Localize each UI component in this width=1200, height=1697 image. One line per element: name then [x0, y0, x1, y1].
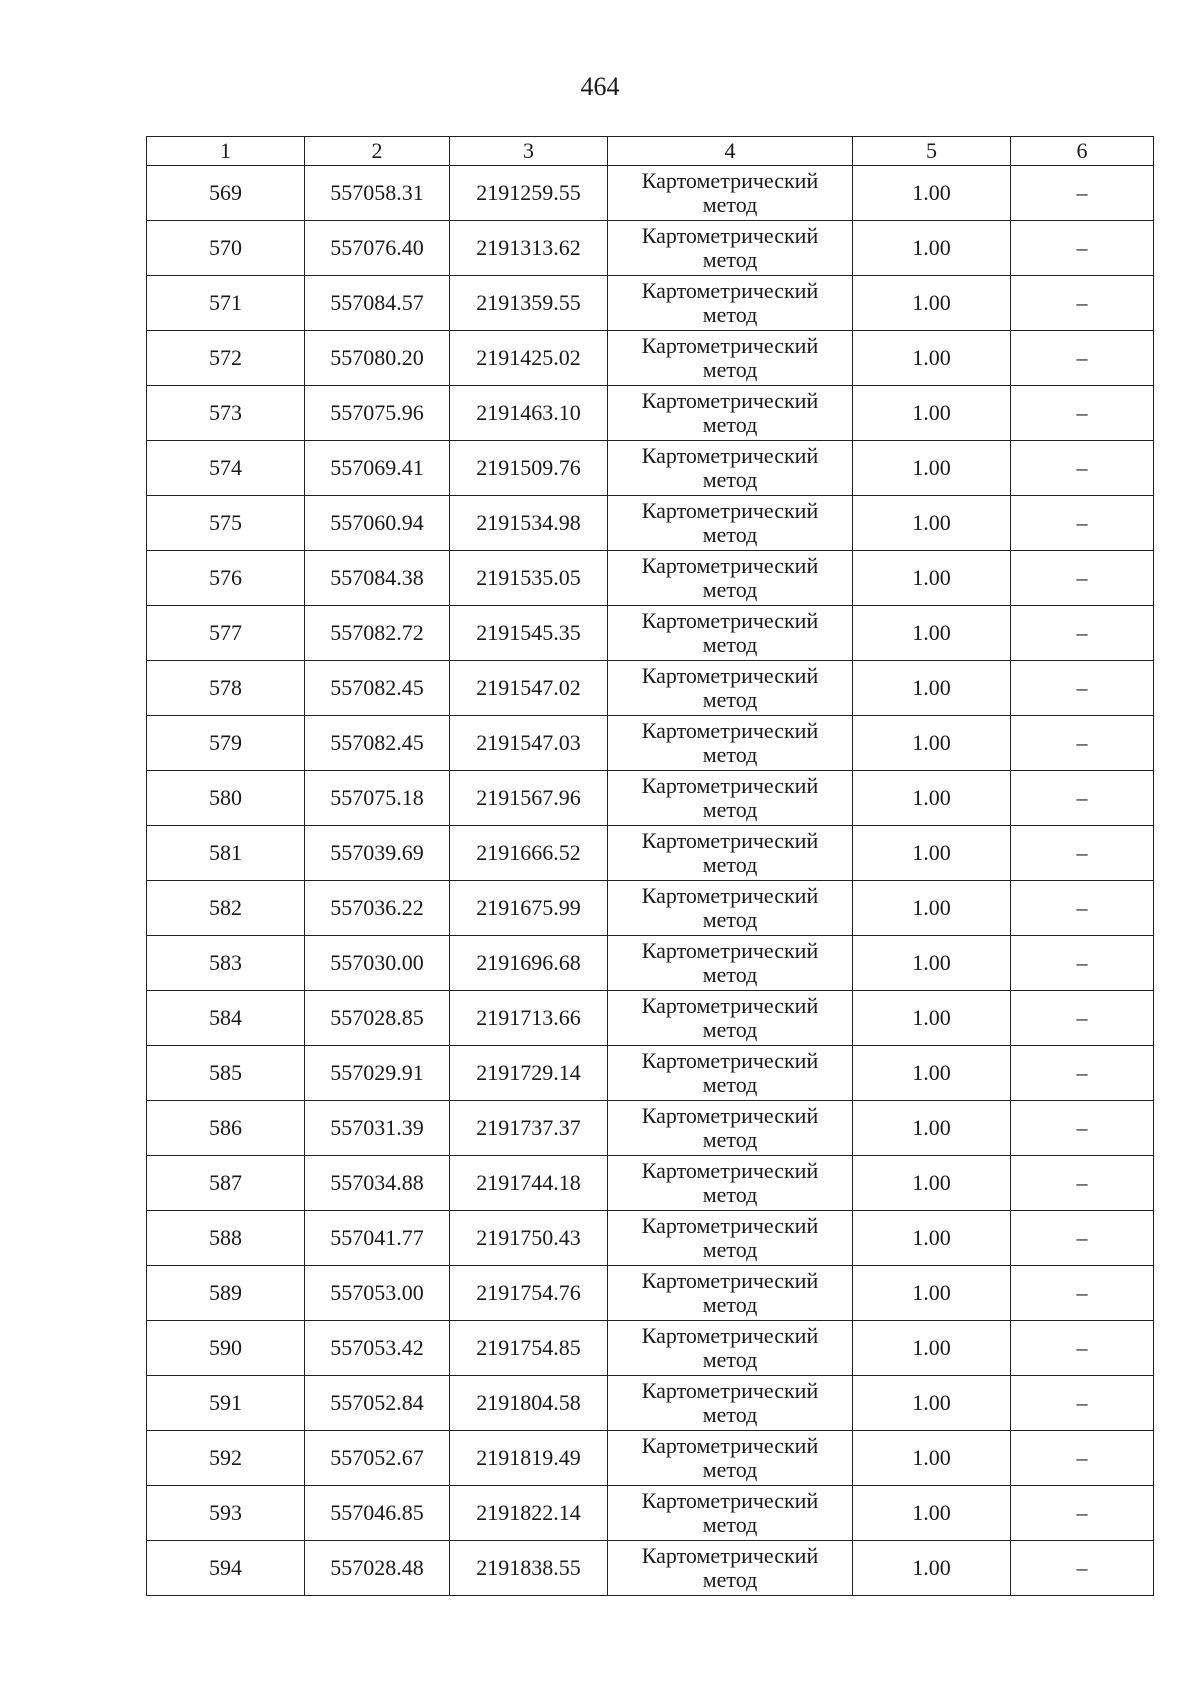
header-col-3: 3 — [450, 137, 608, 166]
accuracy-cell: 1.00 — [853, 991, 1011, 1046]
method-line-1: Картометрический — [641, 553, 819, 578]
point-number-cell: 573 — [147, 386, 305, 441]
note-cell: – — [1011, 936, 1154, 991]
method-line-2: метод — [702, 412, 758, 437]
table-row — [147, 1541, 1154, 1596]
y-coordinate-cell: 2191547.03 — [450, 716, 608, 771]
accuracy-cell: 1.00 — [853, 1156, 1011, 1211]
method-line-2: метод — [702, 247, 758, 272]
note-cell: – — [1011, 1321, 1154, 1376]
point-number-cell: 572 — [147, 331, 305, 386]
point-number-cell: 591 — [147, 1376, 305, 1431]
y-coordinate-cell: 2191666.52 — [450, 826, 608, 881]
y-coordinate-cell: 2191535.05 — [450, 551, 608, 606]
note-cell: – — [1011, 606, 1154, 661]
method-line-1: Картометрический — [641, 938, 819, 963]
method-cell — [608, 1156, 853, 1211]
y-coordinate-cell: 2191804.58 — [450, 1376, 608, 1431]
x-coordinate-cell: 557082.45 — [305, 716, 450, 771]
y-coordinate-cell: 2191838.55 — [450, 1541, 608, 1596]
method-line-1: Картометрический — [641, 278, 819, 303]
method-line-2: метод — [702, 632, 758, 657]
y-coordinate-cell: 2191822.14 — [450, 1486, 608, 1541]
note-cell: – — [1011, 1541, 1154, 1596]
x-coordinate-cell: 557069.41 — [305, 441, 450, 496]
method-cell — [608, 1486, 853, 1541]
point-number-cell: 577 — [147, 606, 305, 661]
method-cell — [608, 716, 853, 771]
table-row — [147, 276, 1154, 331]
y-coordinate-cell: 2191737.37 — [450, 1101, 608, 1156]
point-number-cell: 587 — [147, 1156, 305, 1211]
accuracy-cell: 1.00 — [853, 1376, 1011, 1431]
accuracy-cell: 1.00 — [853, 606, 1011, 661]
table-row — [147, 166, 1154, 221]
table-row — [147, 1321, 1154, 1376]
method-line-2: метод — [702, 1182, 758, 1207]
y-coordinate-cell: 2191545.35 — [450, 606, 608, 661]
table-row — [147, 551, 1154, 606]
table-row — [147, 771, 1154, 826]
method-line-2: метод — [702, 1127, 758, 1152]
table-row — [147, 221, 1154, 276]
method-cell — [608, 1101, 853, 1156]
accuracy-cell: 1.00 — [853, 1486, 1011, 1541]
y-coordinate-cell: 2191259.55 — [450, 166, 608, 221]
method-line-1: Картометрический — [641, 498, 819, 523]
method-line-2: метод — [702, 1072, 758, 1097]
y-coordinate-cell: 2191754.76 — [450, 1266, 608, 1321]
accuracy-cell: 1.00 — [853, 1321, 1011, 1376]
x-coordinate-cell: 557028.85 — [305, 991, 450, 1046]
y-coordinate-cell: 2191547.02 — [450, 661, 608, 716]
accuracy-cell: 1.00 — [853, 441, 1011, 496]
table-row — [147, 1266, 1154, 1321]
table-body — [147, 166, 1154, 1596]
method-line-1: Картометрический — [641, 1488, 819, 1513]
x-coordinate-cell: 557075.96 — [305, 386, 450, 441]
accuracy-cell: 1.00 — [853, 221, 1011, 276]
note-cell: – — [1011, 221, 1154, 276]
accuracy-cell: 1.00 — [853, 496, 1011, 551]
header-row — [147, 137, 1154, 166]
x-coordinate-cell: 557060.94 — [305, 496, 450, 551]
note-cell: – — [1011, 1431, 1154, 1486]
note-cell: – — [1011, 1046, 1154, 1101]
method-cell — [608, 881, 853, 936]
method-line-1: Картометрический — [641, 223, 819, 248]
point-number-cell: 584 — [147, 991, 305, 1046]
method-line-1: Картометрический — [641, 773, 819, 798]
method-line-1: Картометрический — [641, 1378, 819, 1403]
point-number-cell: 582 — [147, 881, 305, 936]
note-cell: – — [1011, 771, 1154, 826]
point-number-cell: 594 — [147, 1541, 305, 1596]
note-cell: – — [1011, 1211, 1154, 1266]
point-number-cell: 581 — [147, 826, 305, 881]
y-coordinate-cell: 2191754.85 — [450, 1321, 608, 1376]
y-coordinate-cell: 2191509.76 — [450, 441, 608, 496]
point-number-cell: 580 — [147, 771, 305, 826]
x-coordinate-cell: 557076.40 — [305, 221, 450, 276]
x-coordinate-cell: 557058.31 — [305, 166, 450, 221]
y-coordinate-cell: 2191713.66 — [450, 991, 608, 1046]
method-line-2: метод — [702, 797, 758, 822]
accuracy-cell: 1.00 — [853, 936, 1011, 991]
header-col-4: 4 — [608, 137, 853, 166]
table-row — [147, 441, 1154, 496]
x-coordinate-cell: 557030.00 — [305, 936, 450, 991]
y-coordinate-cell: 2191729.14 — [450, 1046, 608, 1101]
point-number-cell: 588 — [147, 1211, 305, 1266]
method-line-1: Картометрический — [641, 1158, 819, 1183]
point-number-cell: 589 — [147, 1266, 305, 1321]
note-cell: – — [1011, 1101, 1154, 1156]
header-col-1: 1 — [147, 137, 305, 166]
method-line-2: метод — [702, 192, 758, 217]
x-coordinate-cell: 557034.88 — [305, 1156, 450, 1211]
method-line-1: Картометрический — [641, 883, 819, 908]
note-cell: – — [1011, 991, 1154, 1046]
point-number-cell: 590 — [147, 1321, 305, 1376]
point-number-cell: 570 — [147, 221, 305, 276]
method-line-2: метод — [702, 577, 758, 602]
method-line-2: метод — [702, 742, 758, 767]
note-cell: – — [1011, 1376, 1154, 1431]
method-cell — [608, 496, 853, 551]
method-cell — [608, 441, 853, 496]
header-col-2: 2 — [305, 137, 450, 166]
note-cell: – — [1011, 496, 1154, 551]
method-line-1: Картометрический — [641, 443, 819, 468]
note-cell: – — [1011, 551, 1154, 606]
method-cell — [608, 1046, 853, 1101]
note-cell: – — [1011, 441, 1154, 496]
x-coordinate-cell: 557082.45 — [305, 661, 450, 716]
point-number-cell: 578 — [147, 661, 305, 716]
method-line-2: метод — [702, 907, 758, 932]
method-cell — [608, 661, 853, 716]
table-row — [147, 1431, 1154, 1486]
point-number-cell: 574 — [147, 441, 305, 496]
method-line-2: метод — [702, 1567, 758, 1592]
y-coordinate-cell: 2191744.18 — [450, 1156, 608, 1211]
table-row — [147, 716, 1154, 771]
x-coordinate-cell: 557028.48 — [305, 1541, 450, 1596]
table-row — [147, 386, 1154, 441]
x-coordinate-cell: 557084.57 — [305, 276, 450, 331]
point-number-cell: 571 — [147, 276, 305, 331]
y-coordinate-cell: 2191750.43 — [450, 1211, 608, 1266]
accuracy-cell: 1.00 — [853, 166, 1011, 221]
point-number-cell: 576 — [147, 551, 305, 606]
note-cell: – — [1011, 826, 1154, 881]
note-cell: – — [1011, 276, 1154, 331]
y-coordinate-cell: 2191313.62 — [450, 221, 608, 276]
x-coordinate-cell: 557029.91 — [305, 1046, 450, 1101]
y-coordinate-cell: 2191675.99 — [450, 881, 608, 936]
method-cell — [608, 1376, 853, 1431]
method-line-2: метод — [702, 1512, 758, 1537]
accuracy-cell: 1.00 — [853, 551, 1011, 606]
method-line-1: Картометрический — [641, 1543, 819, 1568]
x-coordinate-cell: 557036.22 — [305, 881, 450, 936]
table-row — [147, 1211, 1154, 1266]
method-line-1: Картометрический — [641, 1323, 819, 1348]
method-line-1: Картометрический — [641, 663, 819, 688]
table-row — [147, 1156, 1154, 1211]
accuracy-cell: 1.00 — [853, 771, 1011, 826]
x-coordinate-cell: 557041.77 — [305, 1211, 450, 1266]
x-coordinate-cell: 557052.67 — [305, 1431, 450, 1486]
table-row — [147, 881, 1154, 936]
method-line-2: метод — [702, 357, 758, 382]
header-col-5: 5 — [853, 137, 1011, 166]
note-cell: – — [1011, 1156, 1154, 1211]
x-coordinate-cell: 557046.85 — [305, 1486, 450, 1541]
method-cell — [608, 606, 853, 661]
point-number-cell: 575 — [147, 496, 305, 551]
x-coordinate-cell: 557039.69 — [305, 826, 450, 881]
method-line-2: метод — [702, 852, 758, 877]
x-coordinate-cell: 557084.38 — [305, 551, 450, 606]
table-row — [147, 1486, 1154, 1541]
method-line-2: метод — [702, 1292, 758, 1317]
method-line-1: Картометрический — [641, 1268, 819, 1293]
note-cell: – — [1011, 331, 1154, 386]
x-coordinate-cell: 557053.42 — [305, 1321, 450, 1376]
method-line-1: Картометрический — [641, 1213, 819, 1238]
method-cell — [608, 221, 853, 276]
point-number-cell: 569 — [147, 166, 305, 221]
point-number-cell: 579 — [147, 716, 305, 771]
method-cell — [608, 1431, 853, 1486]
method-line-2: метод — [702, 522, 758, 547]
y-coordinate-cell: 2191534.98 — [450, 496, 608, 551]
point-number-cell: 593 — [147, 1486, 305, 1541]
point-number-cell: 585 — [147, 1046, 305, 1101]
method-cell — [608, 331, 853, 386]
accuracy-cell: 1.00 — [853, 1046, 1011, 1101]
method-line-2: метод — [702, 1017, 758, 1042]
method-line-2: метод — [702, 1237, 758, 1262]
note-cell: – — [1011, 386, 1154, 441]
note-cell: – — [1011, 661, 1154, 716]
method-cell — [608, 551, 853, 606]
method-line-2: метод — [702, 467, 758, 492]
accuracy-cell: 1.00 — [853, 1211, 1011, 1266]
method-cell — [608, 1266, 853, 1321]
x-coordinate-cell: 557053.00 — [305, 1266, 450, 1321]
point-number-cell: 586 — [147, 1101, 305, 1156]
table-row — [147, 606, 1154, 661]
method-line-1: Картометрический — [641, 333, 819, 358]
method-cell — [608, 936, 853, 991]
table-row — [147, 331, 1154, 386]
method-line-2: метод — [702, 687, 758, 712]
method-line-1: Картометрический — [641, 1433, 819, 1458]
note-cell: – — [1011, 881, 1154, 936]
accuracy-cell: 1.00 — [853, 826, 1011, 881]
x-coordinate-cell: 557075.18 — [305, 771, 450, 826]
y-coordinate-cell: 2191359.55 — [450, 276, 608, 331]
method-cell — [608, 991, 853, 1046]
table-row — [147, 1376, 1154, 1431]
x-coordinate-cell: 557052.84 — [305, 1376, 450, 1431]
method-line-2: метод — [702, 302, 758, 327]
point-number-cell: 592 — [147, 1431, 305, 1486]
note-cell: – — [1011, 716, 1154, 771]
y-coordinate-cell: 2191567.96 — [450, 771, 608, 826]
coordinates-table — [146, 136, 1154, 1596]
method-cell — [608, 386, 853, 441]
y-coordinate-cell: 2191696.68 — [450, 936, 608, 991]
y-coordinate-cell: 2191819.49 — [450, 1431, 608, 1486]
method-cell — [608, 1541, 853, 1596]
method-line-1: Картометрический — [641, 1048, 819, 1073]
x-coordinate-cell: 557082.72 — [305, 606, 450, 661]
y-coordinate-cell: 2191425.02 — [450, 331, 608, 386]
method-line-2: метод — [702, 1402, 758, 1427]
accuracy-cell: 1.00 — [853, 881, 1011, 936]
y-coordinate-cell: 2191463.10 — [450, 386, 608, 441]
table-row — [147, 661, 1154, 716]
method-cell — [608, 276, 853, 331]
table-row — [147, 826, 1154, 881]
point-number-cell: 583 — [147, 936, 305, 991]
accuracy-cell: 1.00 — [853, 1266, 1011, 1321]
page-number: 464 — [580, 72, 620, 101]
table-row — [147, 1101, 1154, 1156]
accuracy-cell: 1.00 — [853, 716, 1011, 771]
method-line-1: Картометрический — [641, 1103, 819, 1128]
accuracy-cell: 1.00 — [853, 331, 1011, 386]
table-header — [147, 137, 1154, 166]
accuracy-cell: 1.00 — [853, 276, 1011, 331]
note-cell: – — [1011, 166, 1154, 221]
method-line-1: Картометрический — [641, 993, 819, 1018]
table-row — [147, 1046, 1154, 1101]
x-coordinate-cell: 557031.39 — [305, 1101, 450, 1156]
header-col-6: 6 — [1011, 137, 1154, 166]
method-line-1: Картометрический — [641, 168, 819, 193]
method-line-1: Картометрический — [641, 828, 819, 853]
accuracy-cell: 1.00 — [853, 1431, 1011, 1486]
accuracy-cell: 1.00 — [853, 661, 1011, 716]
note-cell: – — [1011, 1486, 1154, 1541]
x-coordinate-cell: 557080.20 — [305, 331, 450, 386]
method-cell — [608, 1321, 853, 1376]
method-line-1: Картометрический — [641, 608, 819, 633]
method-cell — [608, 771, 853, 826]
table-row — [147, 496, 1154, 551]
accuracy-cell: 1.00 — [853, 1541, 1011, 1596]
table-row — [147, 936, 1154, 991]
method-line-2: метод — [702, 1457, 758, 1482]
accuracy-cell: 1.00 — [853, 1101, 1011, 1156]
note-cell: – — [1011, 1266, 1154, 1321]
method-cell — [608, 1211, 853, 1266]
method-line-1: Картометрический — [641, 718, 819, 743]
method-cell — [608, 826, 853, 881]
method-line-2: метод — [702, 1347, 758, 1372]
method-cell — [608, 166, 853, 221]
method-line-2: метод — [702, 962, 758, 987]
method-line-1: Картометрический — [641, 388, 819, 413]
accuracy-cell: 1.00 — [853, 386, 1011, 441]
table-row — [147, 991, 1154, 1046]
